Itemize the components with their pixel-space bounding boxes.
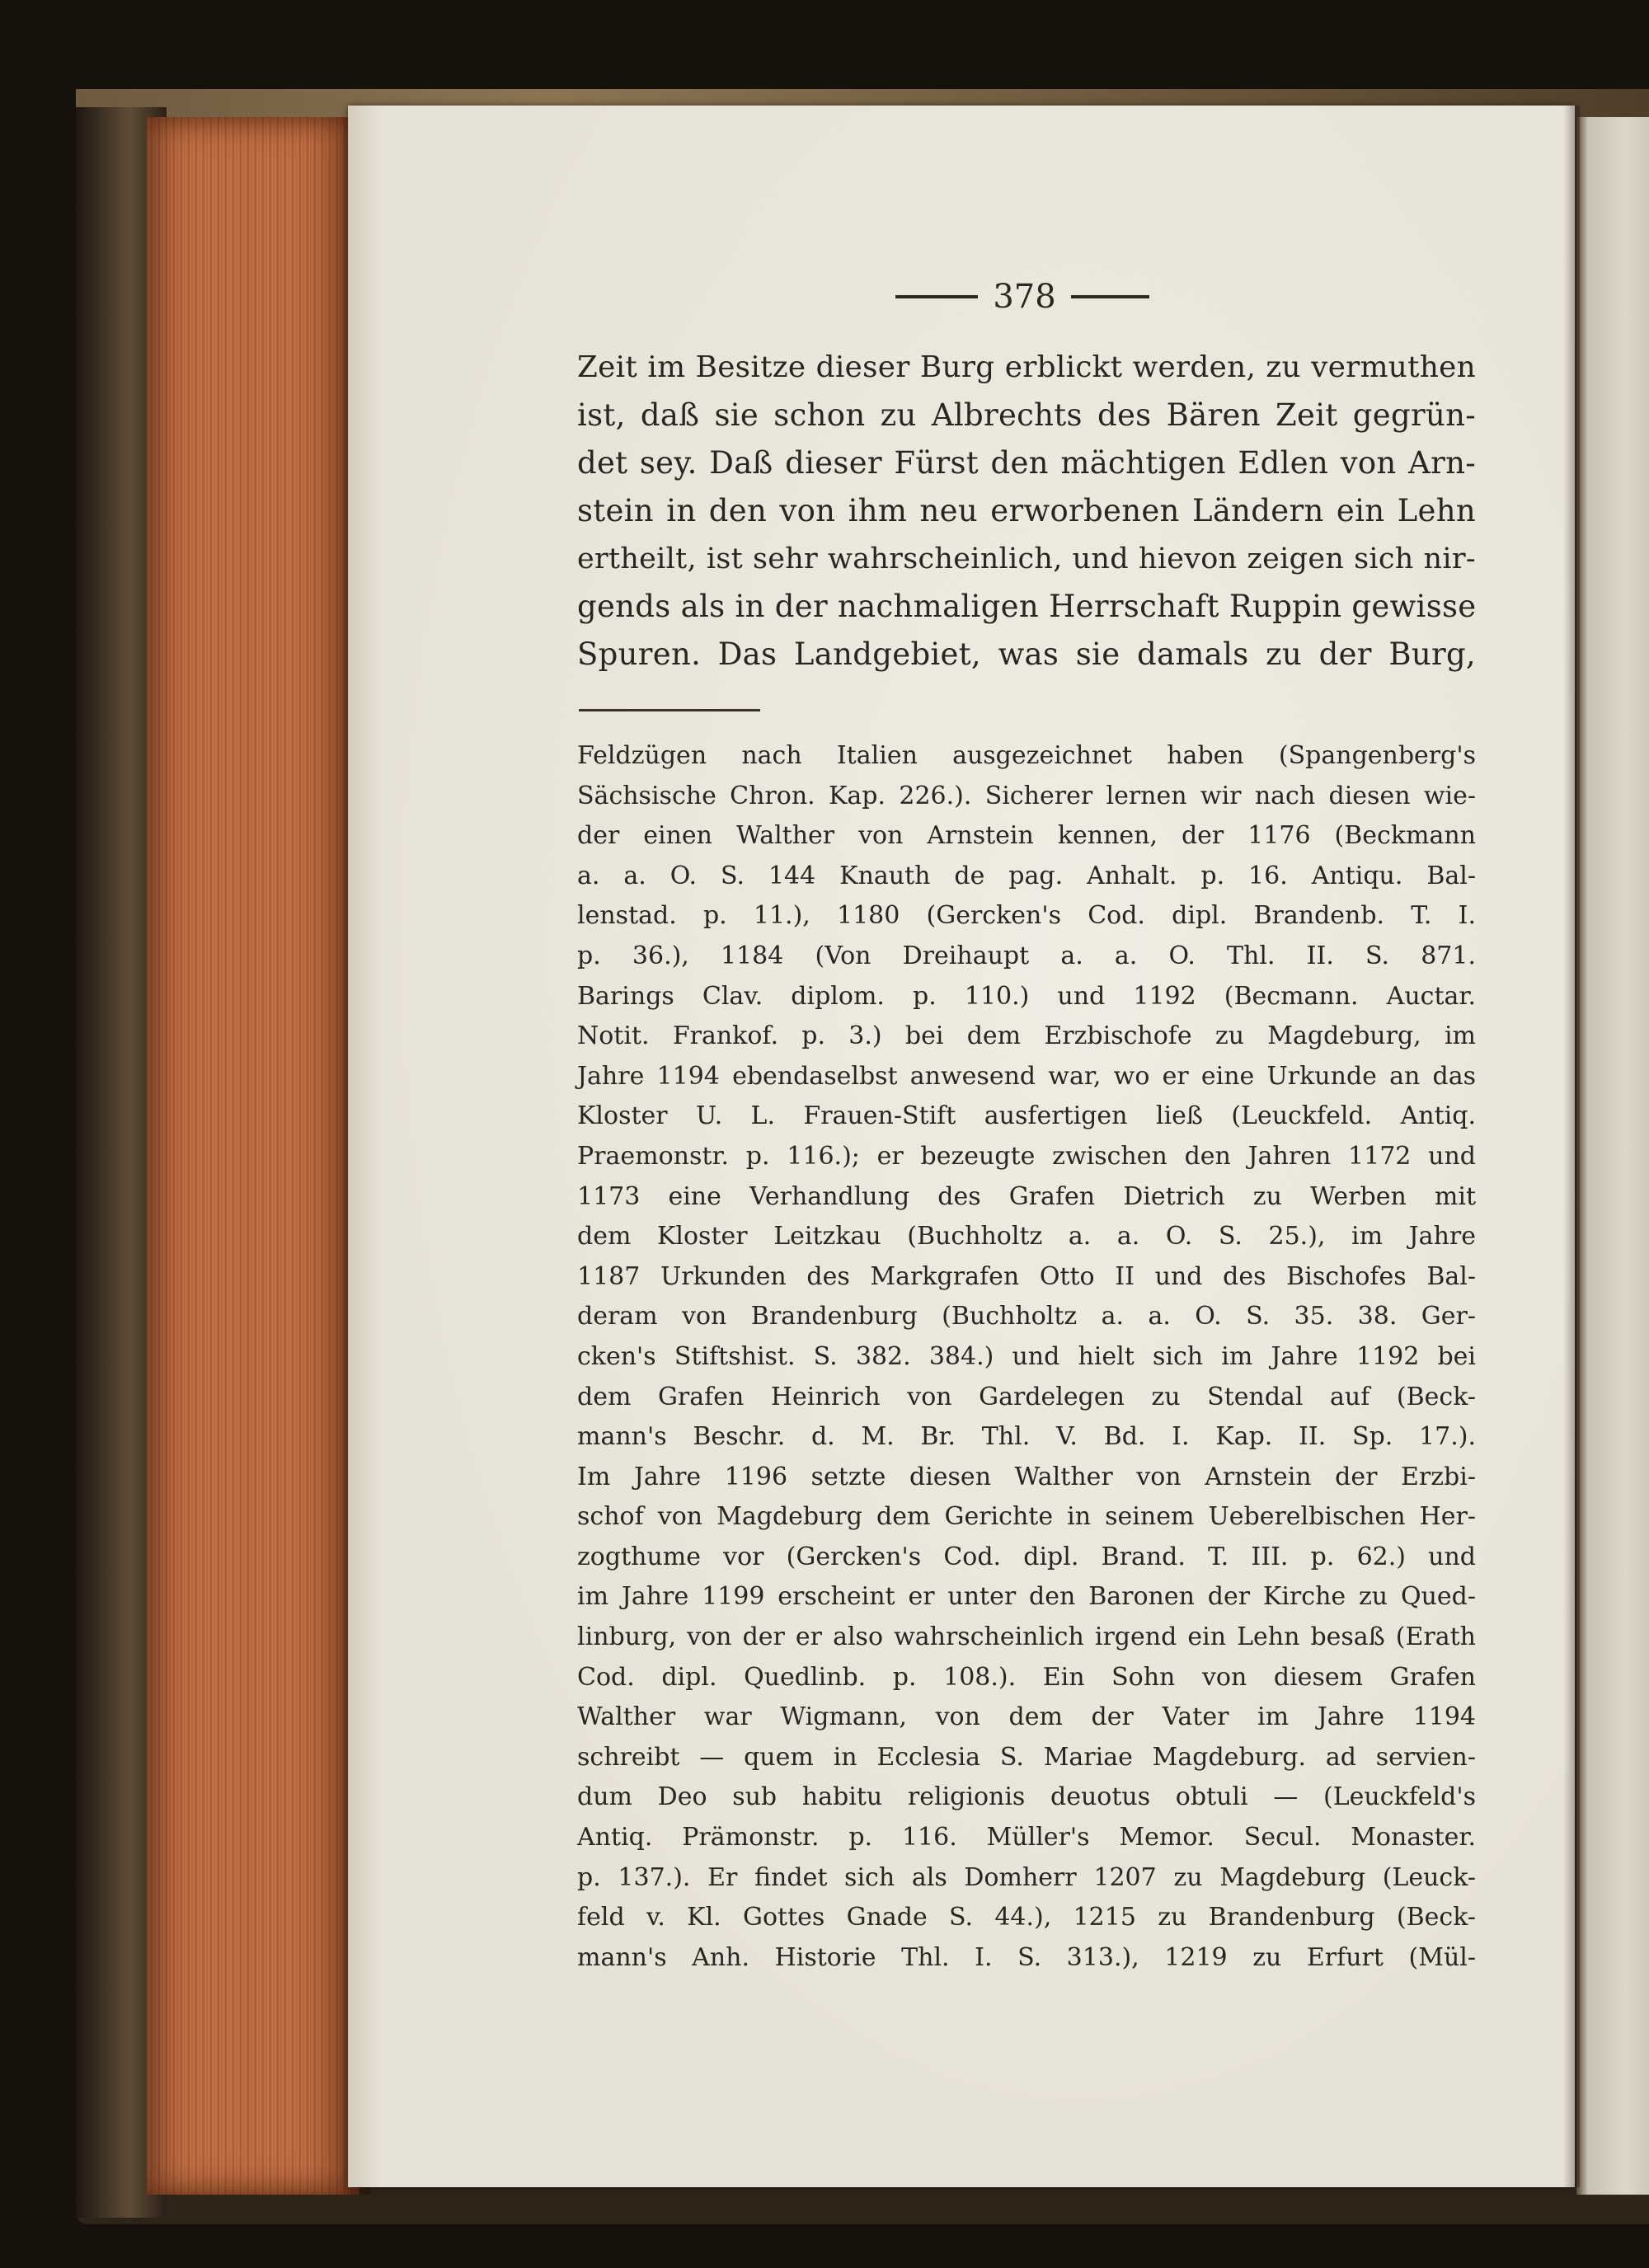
footnote-line: 1173 eine Verhandlung des Grafen Dietrich zu Werben mit xyxy=(577,1181,1476,1211)
footnote-rule xyxy=(579,709,760,711)
facing-page-edge xyxy=(1576,117,1649,2195)
body-line: Zeit im Besitze dieser Burg erblickt werden, zu vermuthen xyxy=(577,350,1476,384)
body-line: gends als in der nachmaligen Herrschaft Ruppin gewisse xyxy=(577,589,1477,624)
footnote-line: dem Grafen Heinrich von Gardelegen zu Stendal auf (Beck- xyxy=(577,1382,1476,1411)
footnote-line: schof von Magdeburg dem Gerichte in seinem Ueberelbischen Her- xyxy=(577,1502,1476,1532)
footnote-line: im Jahre 1199 erscheint er unter den Baronen der Kirche zu Qued- xyxy=(577,1582,1476,1612)
footnote-line: Praemonstr. p. 116.); er bezeugte zwischen den Jahren 1172 und xyxy=(577,1141,1476,1171)
footnote-line: dum Deo sub habitu religionis deuotus obtuli — (Leuckfeld's xyxy=(577,1782,1476,1812)
red-page-edges xyxy=(147,117,359,2195)
footnote-line: Kloster U. L. Frauen-Stift ausfertigen ließ (Leuckfeld. Antiq. xyxy=(577,1101,1476,1131)
footnote-line: Antiq. Prämonstr. p. 116. Müller's Memor. Secul. Monaster. xyxy=(577,1823,1476,1852)
page-number: 378 xyxy=(993,278,1056,316)
footnote-line: Barings Clav. diplom. p. 110.) und 1192 (Becmann. Auctar. xyxy=(577,981,1476,1011)
footnote-line: lenstad. p. 11.), 1180 (Gercken's Cod. dipl. Brandenb. T. I. xyxy=(577,901,1476,931)
footnote-line: Im Jahre 1196 setzte diesen Walther von Arnstein der Erzbi- xyxy=(577,1462,1476,1491)
header-dash-left xyxy=(895,295,978,298)
footnote-line: cken's Stiftshist. S. 382. 384.) und hielt sich im Jahre 1192 bei xyxy=(577,1341,1476,1371)
footnote-line: linburg, von der er also wahrscheinlich irgend ein Lehn besaß (Erath xyxy=(577,1622,1476,1652)
footnote-line: 1187 Urkunden des Markgrafen Otto II und des Bischofes Bal- xyxy=(577,1261,1476,1291)
body-line: Spuren. Das Landgebiet, was sie damals zu der Burg, xyxy=(577,636,1476,672)
footnote-line: der einen Walther von Arnstein kennen, der 1176 (Beckmann xyxy=(577,821,1476,851)
footnote-line: Feldzügen nach Italien ausgezeichnet haben (Spangenberg's xyxy=(577,741,1476,770)
footnote-line: Walther war Wigmann, von dem der Vater im Jahre 1194 xyxy=(577,1702,1476,1732)
footnote-line: Notit. Frankof. p. 3.) bei dem Erzbischofe zu Magdeburg, im xyxy=(577,1021,1476,1051)
footnote-line: zogthume vor (Gercken's Cod. dipl. Brand. T. III. p. 62.) und xyxy=(577,1542,1476,1571)
footnote-line: Jahre 1194 ebendaselbst anwesend war, wo er eine Urkunde an das xyxy=(577,1061,1476,1091)
footnote-line: dem Kloster Leitzkau (Buchholtz a. a. O. S. 25.), im Jahre xyxy=(577,1222,1476,1251)
footnote-line: mann's Anh. Historie Thl. I. S. 313.), 1219 zu Erfurt (Mül- xyxy=(577,1942,1476,1972)
footnote-line: schreibt — quem in Ecclesia S. Mariae Magdeburg. ad servien- xyxy=(577,1742,1476,1772)
footnote-line: feld v. Kl. Gottes Gnade S. 44.), 1215 zu Brandenburg (Beck- xyxy=(577,1903,1476,1932)
footnote-line: p. 137.). Er findet sich als Domherr 1207 zu Magdeburg (Leuck- xyxy=(577,1862,1476,1892)
body-line: ertheilt, ist sehr wahrscheinlich, und hievon zeigen sich nir- xyxy=(577,542,1476,575)
footnote-line: a. a. O. S. 144 Knauth de pag. Anhalt. p. 16. Antiqu. Bal- xyxy=(577,861,1476,890)
footnote-line: Sächsische Chron. Kap. 226.). Sicherer lernen wir nach diesen wie- xyxy=(577,781,1476,810)
main-text xyxy=(577,344,1476,679)
body-line: stein in den von ihm neu erworbenen Ländern ein Lehn xyxy=(577,493,1476,528)
footnote-line: mann's Beschr. d. M. Br. Thl. V. Bd. I. Kap. II. Sp. 17.). xyxy=(577,1422,1476,1452)
footnote-text xyxy=(577,736,1476,1978)
footnote-line: Cod. dipl. Quedlinb. p. 108.). Ein Sohn von diesem Grafen xyxy=(577,1662,1476,1692)
header-dash-right xyxy=(1071,295,1149,298)
running-header xyxy=(874,272,1171,322)
body-line: det sey. Daß dieser Fürst den mächtigen Edlen von Arn- xyxy=(577,445,1476,481)
footnote-line: p. 36.), 1184 (Von Dreihaupt a. a. O. Thl. II. S. 871. xyxy=(577,941,1476,970)
body-line: ist, daß sie schon zu Albrechts des Bären Zeit gegrün- xyxy=(577,397,1476,433)
footnote-line: deram von Brandenburg (Buchholtz a. a. O. S. 35. 38. Ger- xyxy=(577,1302,1476,1331)
page-gutter-shadow xyxy=(1563,106,1580,2187)
